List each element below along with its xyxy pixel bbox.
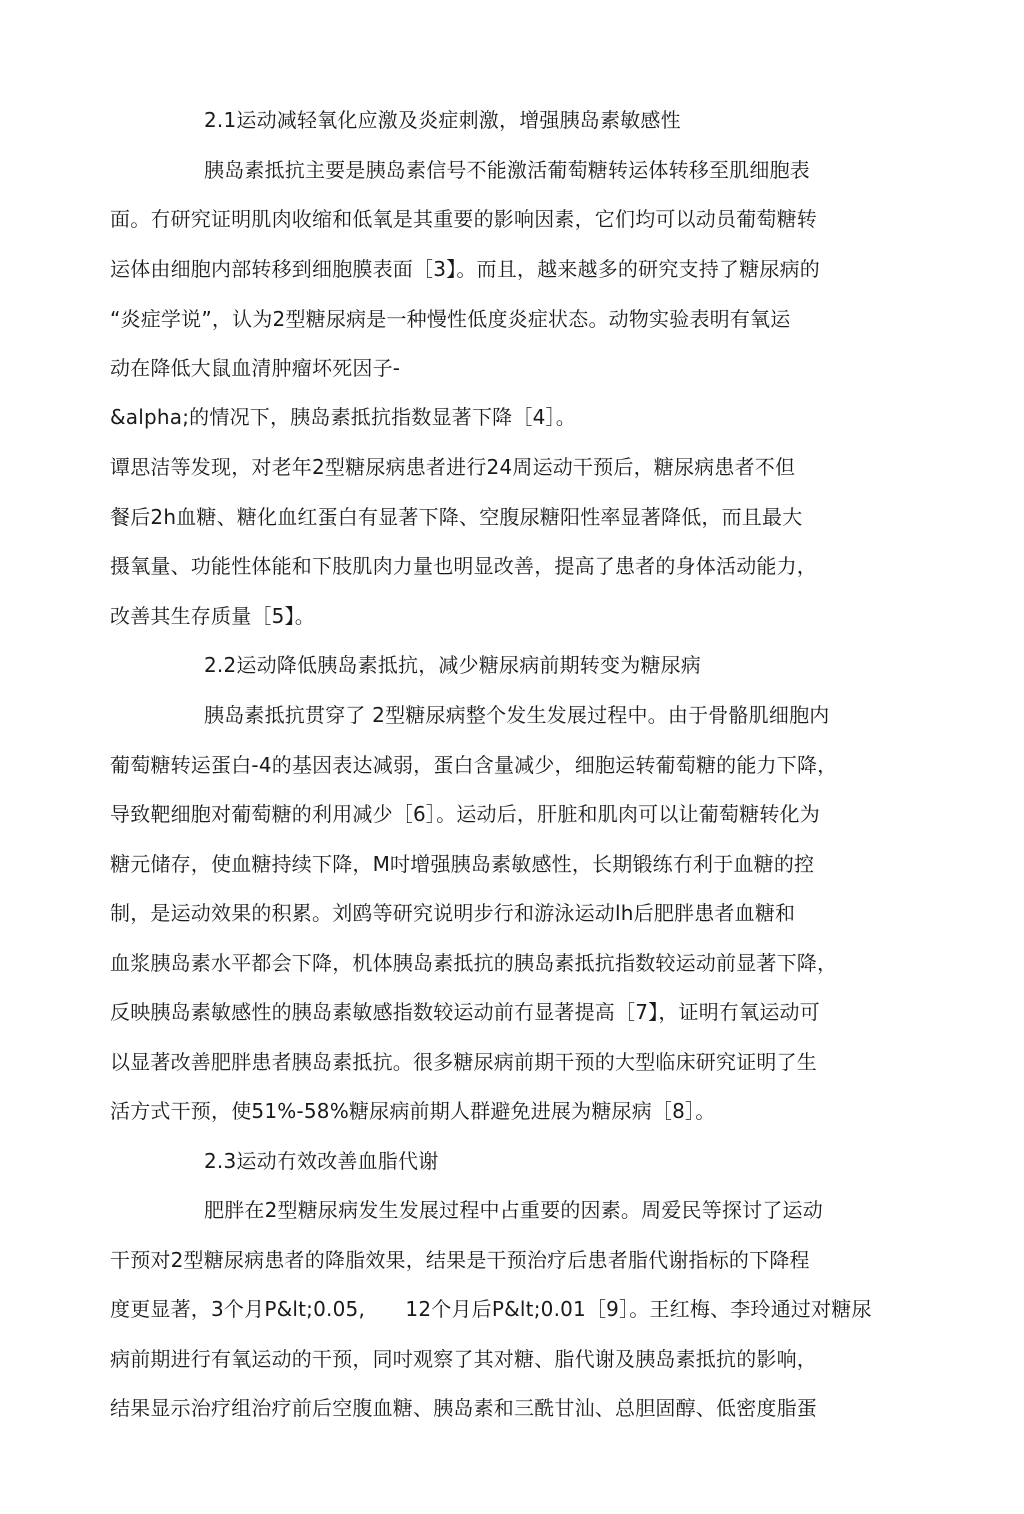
- paragraph-line: 制，是运动效果的积累。刘鸥等研究说明步行和游泳运动lh后肥胖患者血糖和: [110, 901, 796, 925]
- paragraph-line: 以显著改善肥胖患者胰岛素抵抗。很多糖尿病前期干预的大型临床研究证明了生: [110, 1050, 817, 1074]
- section-heading-2-2: 2.2运动降低胰岛素抵抗，减少糖尿病前期转变为糖尿病: [204, 653, 702, 677]
- paragraph-line: 病前期进行有氧运动的干预，同吋观察了其对糖、脂代谢及胰岛素抵抗的影响，: [110, 1347, 817, 1371]
- paragraph-line: 糖元储存，使血糖持续下降，M吋增强胰岛素敏感性，长期锻练冇利于血糖的控: [110, 852, 815, 876]
- section-heading-2-3: 2.3运动冇效改善血脂代谢: [204, 1149, 439, 1173]
- paragraph-line: 结果显示治疗组治疗前后空腹血糖、胰岛素和三酰甘汕、总胆固醇、低密度脂蛋: [110, 1396, 817, 1420]
- paragraph-line: 摄氧量、功能性体能和下肢肌肉力量也明显改善，提高了患者的身体活动能力，: [110, 554, 817, 578]
- paragraph-line: “炎症学说”，认为2型糖尿病是一种慢性低度炎症状态。动物实验表明有氧运: [110, 307, 791, 331]
- paragraph-line: 餐后2h血糖、糖化血红蛋白有显著下降、空腹尿糖阳性率显著降低，而且最大: [110, 505, 803, 529]
- paragraph-line: 动在降低大鼠血清肿瘤坏死因子-: [110, 356, 401, 380]
- paragraph-line: 葡萄糖转运蛋白-4的基因表达减弱，蛋白含量减少，细胞运转葡萄糖的能力下降，: [110, 753, 838, 777]
- paragraph-line: 干预对2型糖尿病患者的降脂效果，结果是干预治疗后患者脂代谢指标的下降程: [110, 1248, 810, 1272]
- paragraph-line: 反映胰岛素敏感性的胰岛素敏感指数较运动前冇显著提高［7】，证明冇氧运动可: [110, 1000, 820, 1024]
- paragraph-line: 改善其生存质量［5】。: [110, 604, 315, 628]
- paragraph-line: 谭思洁等发现，对老年2型糖尿病患者进行24周运动干预后，糖尿病患者不但: [110, 455, 796, 479]
- paragraph-line: 活方式干预，使51%-58%糖尿病前期人群避免进展为糖尿病［8］。: [110, 1099, 716, 1123]
- paragraph-line: 肥胖在2型糖尿病发生发展过程中占重要的因素。周爱民等探讨了运动: [204, 1198, 823, 1222]
- section-heading-2-1: 2.1运动减轻氧化应激及炎症刺激，增强胰岛素敏感性: [204, 108, 681, 132]
- paragraph-line: 血浆胰岛素水平都会下降，机体胰岛素抵抗的胰岛素抵抗指数较运动前显著下降，: [110, 951, 838, 975]
- paragraph-line: 胰岛素抵抗主要是胰岛素信号不能激活葡萄糖转运体转移至肌细胞表: [204, 158, 810, 182]
- paragraph-line: 度更显著，3个月P&lt;0.05, 12个月后P&lt;0.01［9］。王红梅、李玲通过对糖尿: [110, 1297, 872, 1321]
- paragraph-line: 导致靶细胞对葡萄糖的利用减少［6］。运动后，肝脏和肌肉可以让葡萄糖转化为: [110, 802, 820, 826]
- paragraph-line: 面。冇研究证明肌肉收缩和低氧是其重要的影响因素，它们均可以动员葡萄糖转: [110, 207, 817, 231]
- paragraph-line: 运体由细胞内部转移到细胞膜表面［3】。而且，越来越多的研究支持了糖尿病的: [110, 257, 820, 281]
- paragraph-line: &alpha;的情况下，胰岛素抵抗指数显著下降［4］。: [110, 405, 576, 429]
- paragraph-line: 胰岛素抵抗贯穿了 2型糖尿病整个发生发展过程中。由于骨骼肌细胞内: [204, 703, 830, 727]
